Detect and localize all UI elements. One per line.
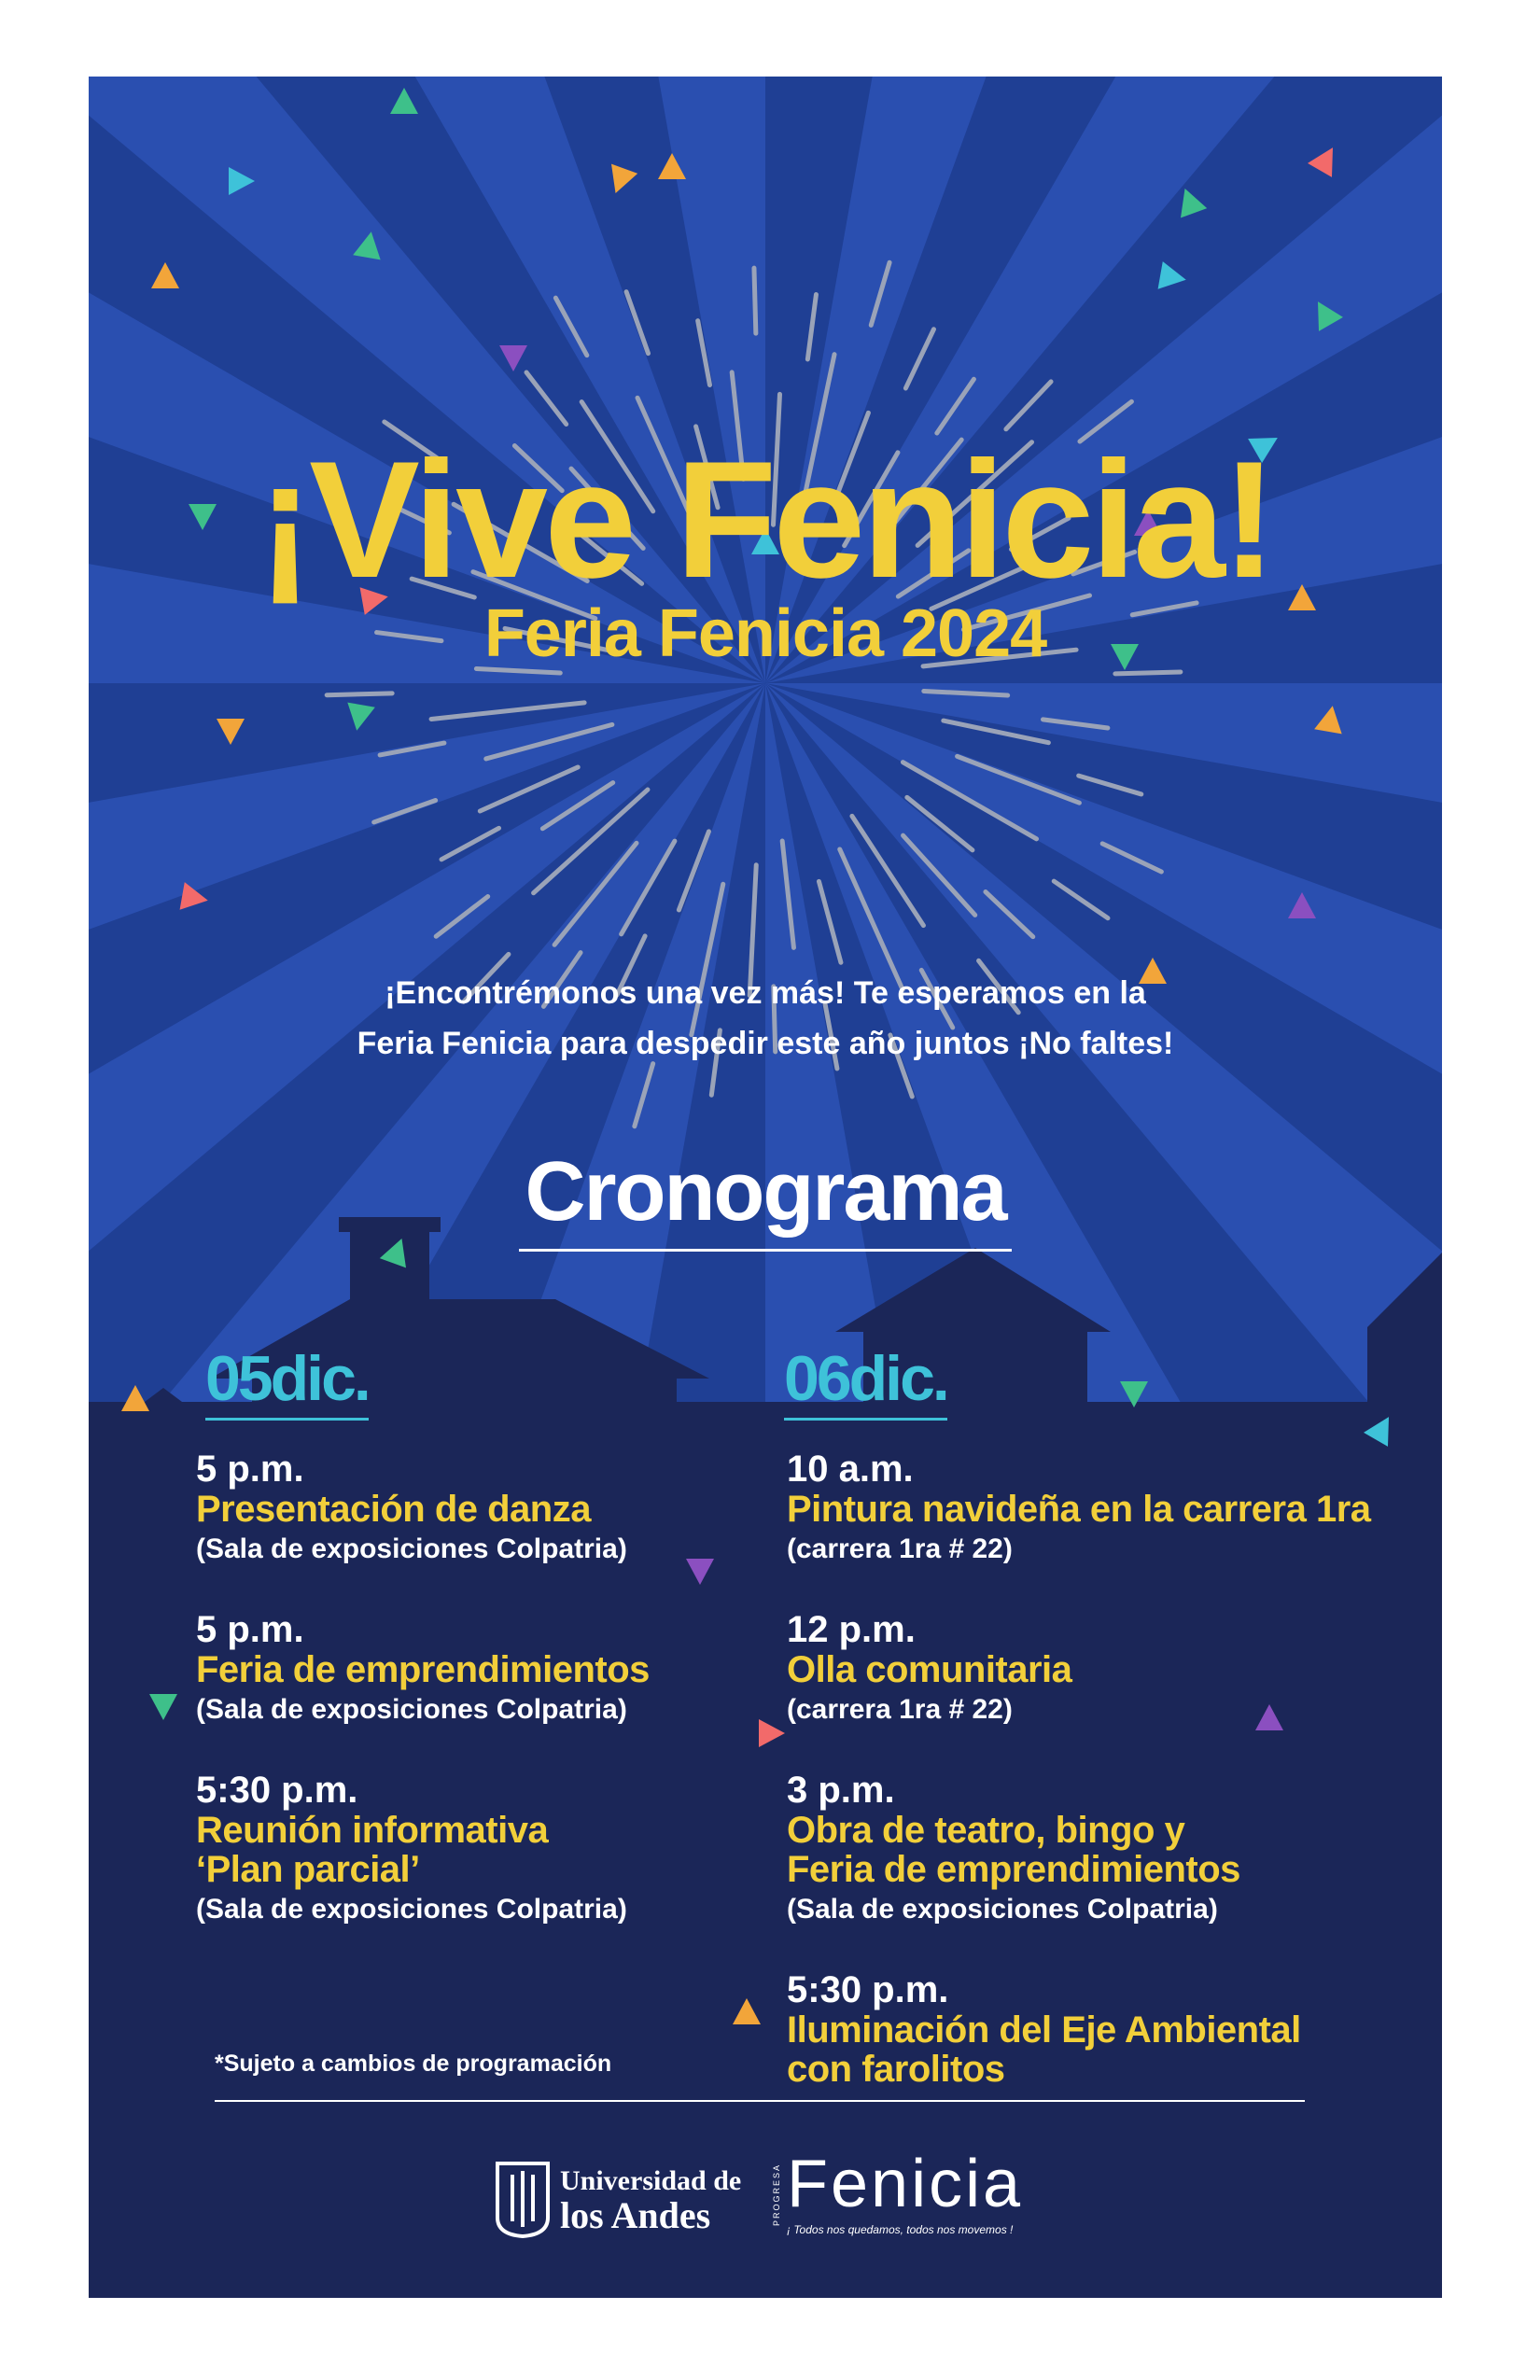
schedule-heading-wrap — [89, 1141, 1442, 1252]
firework-line — [431, 703, 584, 720]
event-time: 5:30 p.m. — [787, 1969, 949, 2010]
event-name: Obra de teatro, bingo y — [787, 1810, 1185, 1851]
firework-line — [905, 329, 933, 388]
event-name: Feria de emprendimientos — [196, 1649, 650, 1690]
fenicia-logo-word: Fenicia — [787, 2147, 1024, 2221]
day-2-events — [787, 1449, 1431, 2128]
event-name-line-2: ‘Plan parcial’ — [196, 1849, 420, 1890]
event-place: (Sala de exposiciones Colpatria) — [196, 1694, 627, 1725]
event-poster — [89, 77, 1442, 2298]
event-time: 12 p.m. — [787, 1609, 916, 1650]
firework-line — [327, 693, 392, 695]
confetti-triangle — [217, 719, 245, 745]
confetti-triangle — [343, 703, 374, 734]
intro-line-2: Feria Fenicia para despedir este año juntos ¡No faltes! — [357, 1026, 1174, 1061]
event-time: 5:30 p.m. — [196, 1770, 358, 1811]
day-label-1: 05dic. — [205, 1341, 369, 1421]
event-time: 5 p.m. — [196, 1609, 304, 1650]
fenicia-progresa-label: PROGRESA — [772, 2163, 781, 2227]
firework-line — [1079, 776, 1141, 794]
event-place: (Sala de exposiciones Colpatria) — [196, 1894, 627, 1925]
event-place: (Sala de exposiciones Colpatria) — [196, 1533, 627, 1564]
confetti-triangle — [1308, 141, 1345, 177]
event-name-line-2: con farolitos — [787, 2049, 1005, 2090]
firework-line — [1054, 881, 1108, 918]
event-item — [196, 1449, 812, 1570]
event-name-line-2: Feria de emprendimientos — [787, 1849, 1240, 1890]
firework-line — [807, 295, 816, 359]
day-1-events — [196, 1449, 812, 1969]
uandes-shield-icon — [490, 2160, 555, 2240]
disclaimer-note: *Sujeto a cambios de programación — [215, 2051, 612, 2077]
firework-line — [819, 881, 840, 962]
uandes-logo-line-2: los Andes — [560, 2194, 711, 2236]
confetti-triangle — [151, 262, 179, 288]
event-time: 5 p.m. — [196, 1449, 304, 1490]
uandes-logo-line-1: Universidad de — [560, 2165, 742, 2196]
event-place: (carrera 1ra # 22) — [787, 1694, 1013, 1725]
intro-text — [89, 968, 1442, 1069]
confetti-triangle — [121, 1385, 149, 1411]
subtitle: Feria Fenicia 2024 — [483, 596, 1047, 671]
event-name: Pintura navideña en la carrera 1ra — [787, 1489, 1371, 1530]
firework-line — [754, 268, 756, 333]
main-title: ¡Vive Fenicia! — [257, 427, 1274, 612]
event-time: 10 a.m. — [787, 1449, 914, 1490]
day-label-2: 06dic. — [784, 1341, 947, 1421]
confetti-triangle — [1158, 261, 1189, 293]
confetti-triangle — [499, 345, 527, 371]
event-time: 3 p.m. — [787, 1770, 895, 1811]
event-item — [787, 1609, 1431, 1730]
confetti-triangle — [390, 88, 418, 114]
event-place: (carrera 1ra # 22) — [787, 1533, 1013, 1564]
event-item — [196, 1609, 812, 1730]
intro-line-1: ¡Encontrémonos una vez más! Te esperamos en la — [385, 975, 1146, 1011]
event-name: Olla comunitaria — [787, 1649, 1072, 1690]
event-item — [787, 1969, 1431, 2089]
event-item — [196, 1770, 812, 1930]
event-name: Presentación de danza — [196, 1489, 591, 1530]
event-place: (Sala de exposiciones Colpatria) — [787, 1894, 1218, 1925]
event-item — [787, 1770, 1431, 1930]
confetti-triangle — [602, 164, 637, 199]
schedule-heading: Cronograma — [519, 1141, 1011, 1252]
event-name: Iluminación del Eje Ambiental — [787, 2009, 1301, 2051]
firework-line — [1006, 382, 1051, 429]
divider-line — [215, 2100, 1305, 2102]
event-item — [787, 1449, 1431, 1570]
fenicia-slogan: ¡ Todos nos quedamos, todos nos movemos ! — [787, 2223, 1014, 2236]
event-name: Reunión informativa — [196, 1810, 549, 1851]
